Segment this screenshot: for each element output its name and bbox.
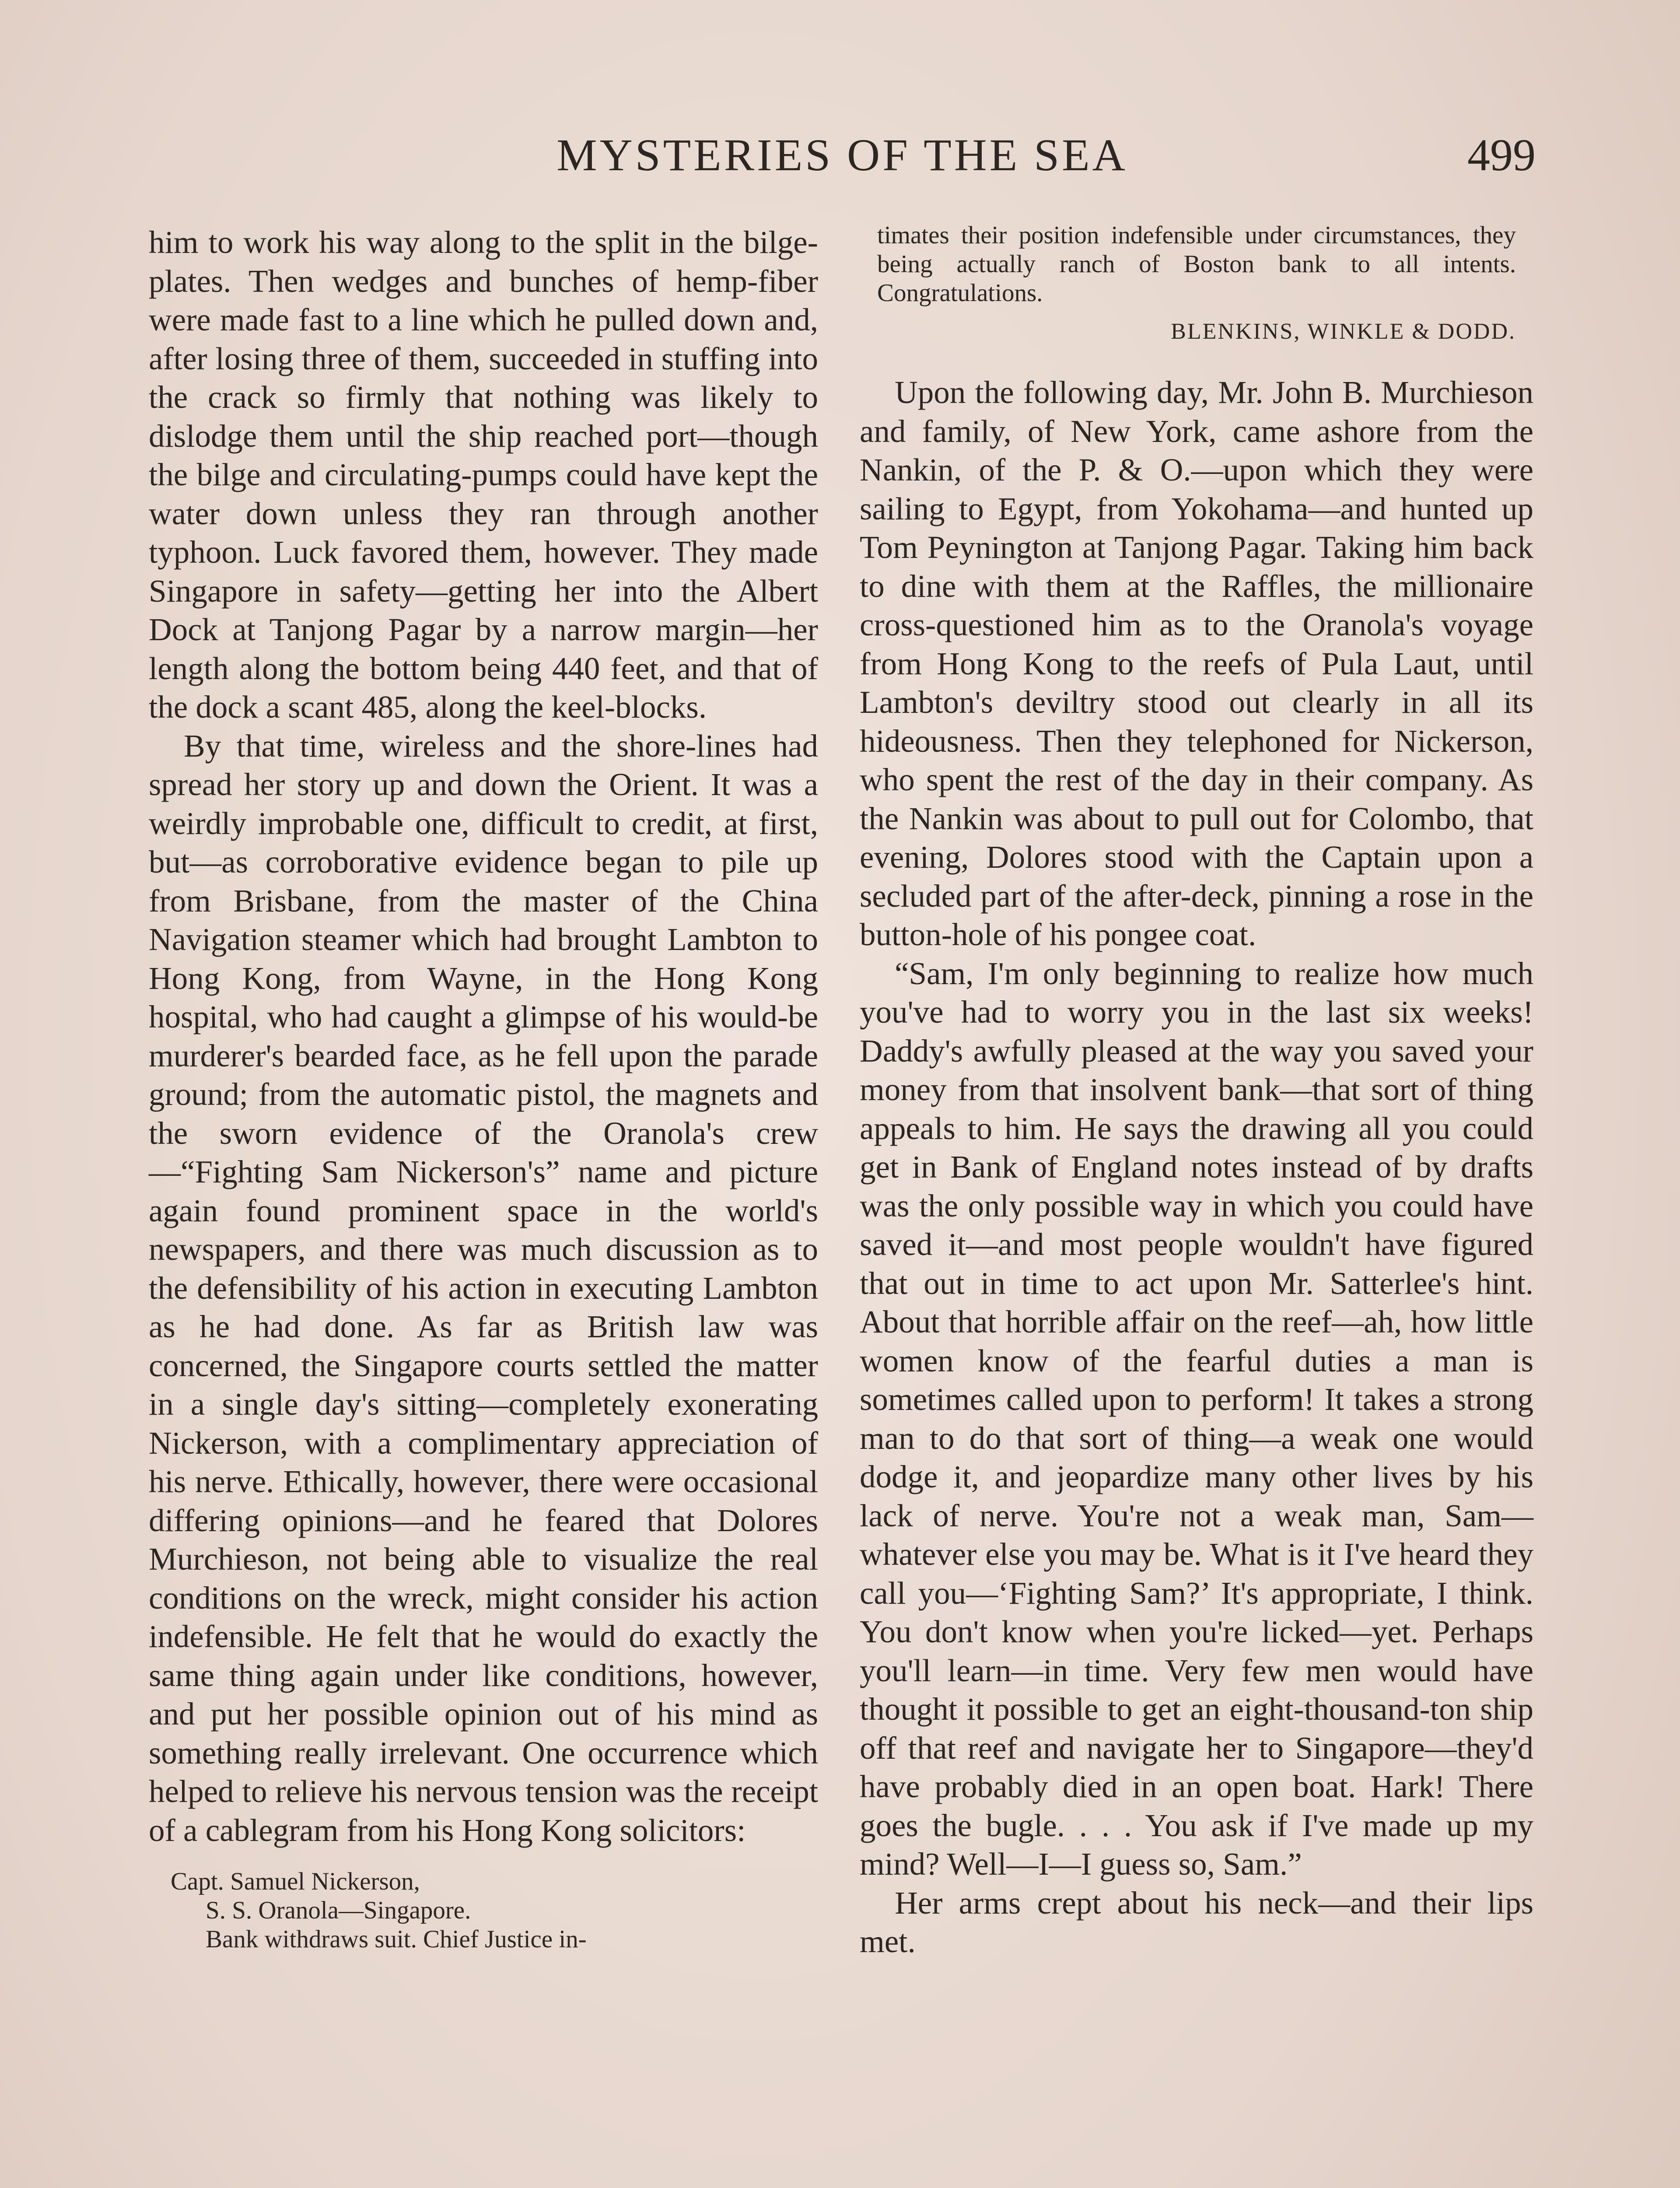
- running-title: MYSTERIES OF THE SEA: [556, 130, 1128, 180]
- paragraph: him to work his way along to the split in the bilge-plates. Then wedges and bunches of hemp-fiber were made fast to a line which he pulled down and, after losing three of them, succeeded in stuffing into the crack so firmly that nothing was likely to dislodge them until the ship reached port—though the bilge and circulating-pumps could have kept the water down unless they ran through another typhoon. Luck favored them, however. They made Singapore in safety—getting her into the Albert Dock at Tanjong Pagar by a narrow margin—her length along the bottom being 440 feet, and that of the dock a scant 485, along the keel-blocks.: [149, 224, 818, 725]
- paragraph: Her arms crept about his neck—and their lips met.: [860, 1885, 1533, 1959]
- running-head: [149, 127, 1536, 184]
- cable-line: Capt. Samuel Nickerson,: [171, 1868, 420, 1895]
- cablegram: [171, 1867, 818, 1954]
- left-column: [149, 223, 818, 1954]
- right-column: [860, 221, 1533, 1961]
- cablegram-signature: BLENKINS, WINKLE & DODD.: [1171, 319, 1516, 344]
- paragraph: Upon the following day, Mr. John B. Murchieson and family, of New York, came ashore from the Nankin, of the P. & O.—upon which they were sailing to Egypt, from Yokohama—and hunted up Tom Peynington at Tanjong Pagar. Taking him back to dine with them at the Raffles, the millionaire cross-questioned him as to the Oranola's voyage from Hong Kong to the reefs of Pula Laut, until Lambton's deviltry stood out clearly in all its hideousness. Then they telephoned for Nickerson, who spent the rest of the day in their company. As the Nankin was about to pull out for Colombo, that evening, Dolores stood with the Captain upon a secluded part of the after-deck, pinning a rose in the button-hole of his pongee coat.: [860, 375, 1533, 952]
- cable-line: Bank withdraws suit. Chief Justice in-: [206, 1925, 587, 1953]
- page-number: 499: [1467, 130, 1536, 180]
- cablegram-continuation: timates their position indefensible under circumstances, they being actually ranch of Boston bank to all intents. Congratulations.: [877, 221, 1516, 307]
- paragraph: “Sam, I'm only beginning to realize how much you've had to worry you in the last six weeks! Daddy's awfully pleased at the way you saved your money from that insolvent bank—that sort of thing appeals to him. He says the drawing all you could get in Bank of England notes instead of by drafts was the only possible way in which you could have saved it—and most people wouldn't have figured that out in time to act upon Mr. Satterlee's hint. About that horrible affair on the reef—ah, how little women know of the fearful duties a man is sometimes called upon to perform! It takes a strong man to do that sort of thing—a weak one would dodge it, and jeopardize many other lives by his lack of nerve. You're not a weak man, Sam—whatever else you may be. What is it I've heard they call you—‘Fighting Sam?’ It's appropriate, I think. You don't know when you're licked—yet. Perhaps you'll learn—in time. Very few men would have thought it possible to get an eight-thousand-ton ship off that reef and navigate her to Singapore—they'd have probably died in an open boat. Hark! There goes the bugle. . . . You ask if I've made up my mind? Well—I—I guess so, Sam.”: [860, 955, 1533, 1882]
- cable-line: S. S. Oranola—Singapore.: [206, 1897, 471, 1924]
- paragraph: By that time, wireless and the shore-lines had spread her story up and down the Orient. It was a weirdly improbable one, difficult to credit, at first, but—as corroborative evidence began to pile up from Brisbane, from the master of the China Navigation steamer which had brought Lambton to Hong Kong, from Wayne, in the Hong Kong hospital, who had caught a glimpse of his would-be murderer's bearded face, as he fell upon the parade ground; from the automatic pistol, the magnets and the sworn evidence of the Oranola's crew—“Fighting Sam Nickerson's” name and picture again found prominent space in the world's newspapers, and there was much discussion as to the defensibility of his action in executing Lambton as he had done. As far as British law was concerned, the Singapore courts settled the matter in a single day's sitting—completely exonerating Nickerson, with a complimentary appreciation of his nerve. Ethically, however, there were occasional differing opinions—and he feared that Dolores Murchieson, not being able to visualize the real conditions on the wreck, might consider his action indefensible. He felt that he would do exactly the same thing again under like conditions, however, and put her possible opinion out of his mind as something really irrelevant. One occurrence which helped to relieve his nervous tension was the receipt of a cablegram from his Hong Kong solicitors:: [149, 728, 818, 1848]
